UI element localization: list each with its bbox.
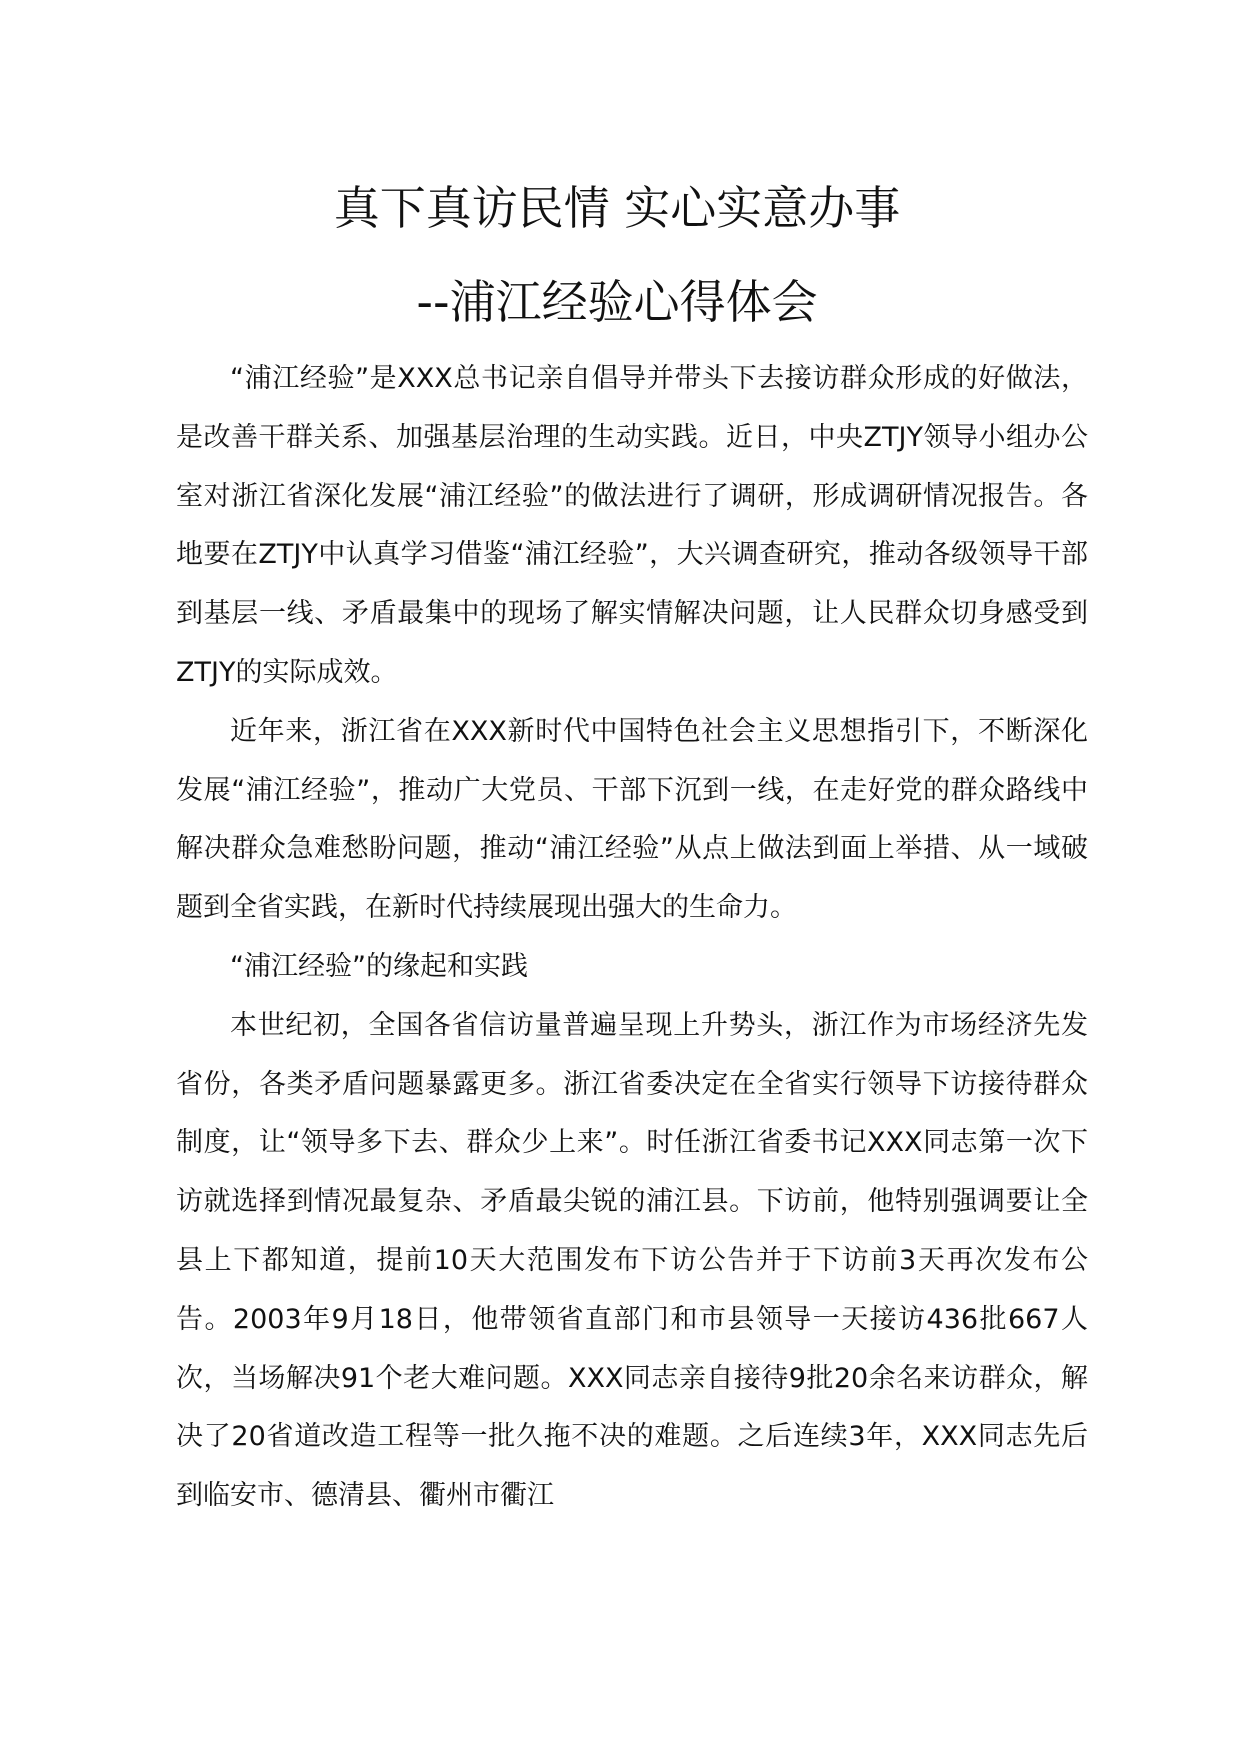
paragraph-intro: “浦江经验”是XXX总书记亲自倡导并带头下去接访群众形成的好做法，是改善干群关系、加强基层治理的生动实践。近日，中央ZTJY领导小组办公室对浙江省深化发展“浦江经验”的做法进行了调研，形成调研情况报告。各地要在ZTJY中认真学习借鉴“浦江经验”，大兴调查研究，推动各级领导干部到基层一线、矛盾最集中的现场了解实情解决问题，让人民群众切身感受到ZTJY的实际成效。	[176, 363, 1088, 688]
document-title: 真下真访民情 实心实意办事	[333, 181, 901, 235]
document-subtitle: --浦江经验心得体会	[416, 275, 818, 329]
paragraph-origin: 本世纪初，全国各省信访量普遍呈现上升势头，浙江作为市场经济先发省份，各类矛盾问题暴露更多。浙江省委决定在全省实行领导下访接待群众制度，让“领导多下去、群众少上来”。时任浙江省委书记XXX同志第一次下访就选择到情况最复杂、矛盾最尖锐的浦江县。下访前，他特别强调要让全县上下都知道，提前10天大范围发布下访公告并于下访前3天再次发布公告。2003年9月18日，他带领省直部门和市县领导一天接访436批667人次，当场解决91个老大难问题。XXX同志亲自接待9批20余名来访群众，解决了20省道改造工程等一批久拖不决的难题。之后连续3年，XXX同志先后到临安市、德清县、衢州市衢江	[176, 1009, 1088, 1512]
paragraph-recent-years: 近年来，浙江省在XXX新时代中国特色社会主义思想指引下，不断深化发展“浦江经验”，推动广大党员、干部下沉到一线，在走好党的群众路线中解决群众急难愁盼问题，推动“浦江经验”从点上做法到面上举措、从一域破题到全省实践，在新时代持续展现出强大的生命力。	[176, 715, 1088, 924]
section-heading: “浦江经验”的缘起和实践	[230, 950, 528, 982]
title-block	[0, 178, 1234, 332]
document-body	[176, 350, 1088, 1526]
